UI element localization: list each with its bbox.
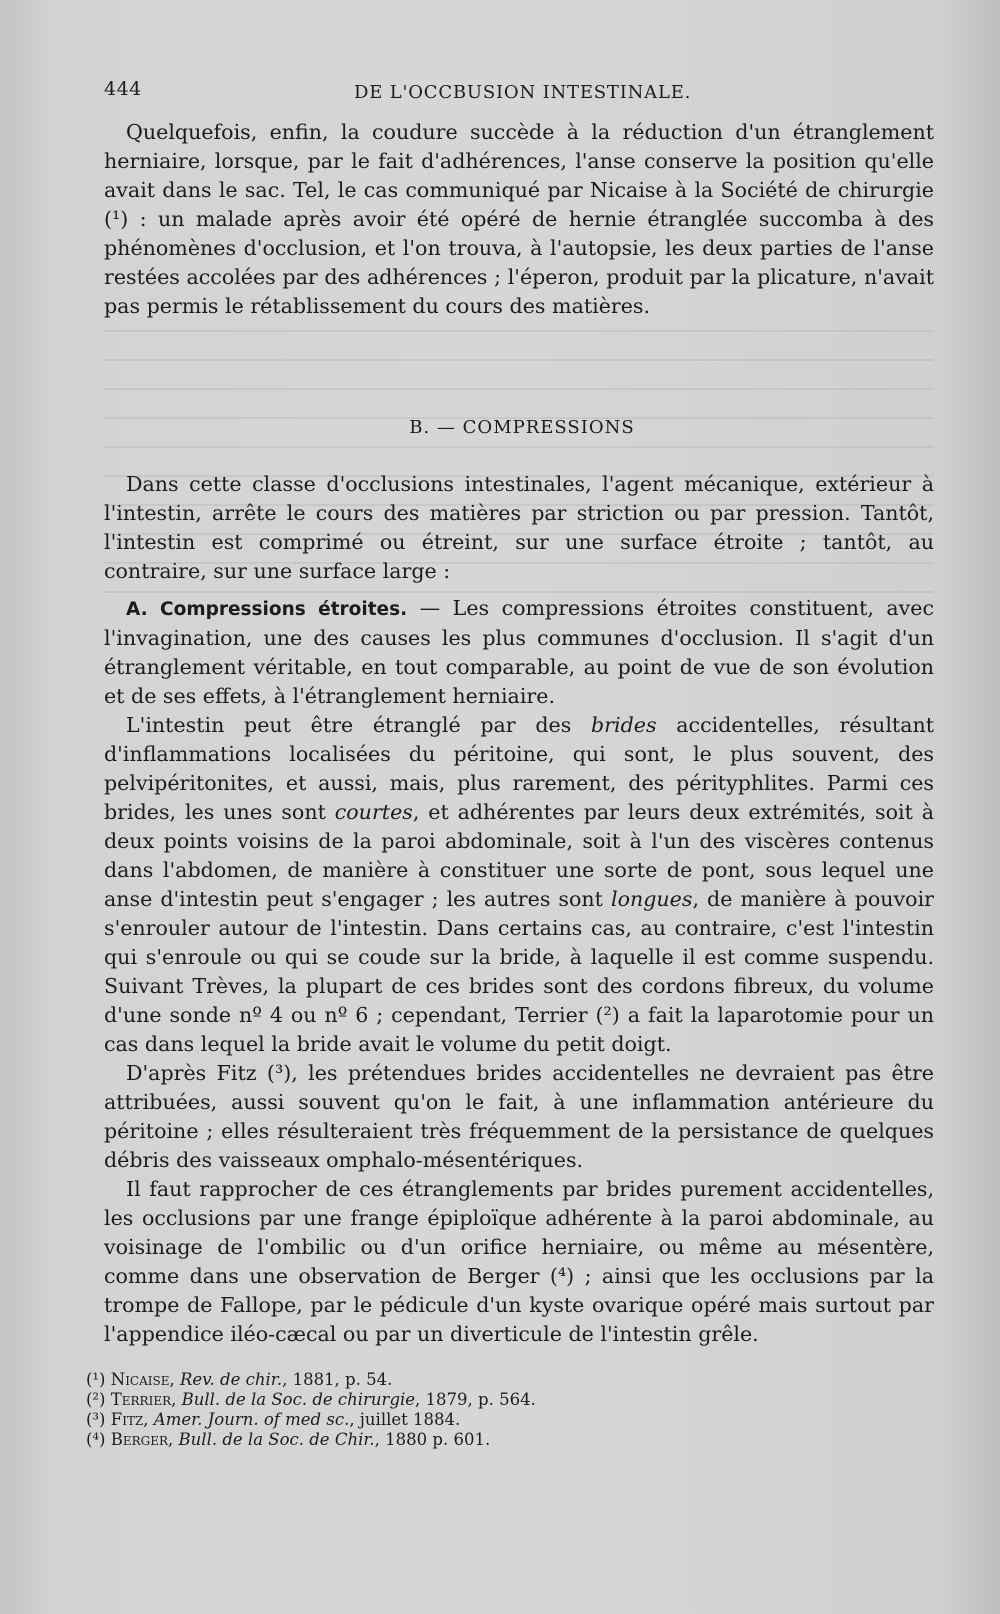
footnotes <box>86 1370 800 1450</box>
page-number: 444 <box>104 78 142 100</box>
footnote-author: Terrier, <box>110 1390 177 1409</box>
text-run: L'intestin peut être étranglé par des <box>126 713 591 737</box>
paragraph-compressions-etroites <box>104 594 934 711</box>
footnote-ref: Bull. de la Soc. de Chir. <box>178 1430 375 1449</box>
paragraph-compressions-intro: Dans cette classe d'occlusions intestinales, l'agent mécanique, extérieur à l'intestin, arrête le cours des matières par striction ou par pression. Tantôt, l'intestin est comprimé ou étreint, sur une surface étroite ; tantôt, au contraire, sur une surface large : <box>104 472 934 583</box>
footnote-mark: (²) <box>86 1390 106 1409</box>
paragraph-text: — Les compressions étroites constituent, avec l'invagination, une des causes les plus communes d'occlusion. Il s'agit d'un étranglement véritable, en tout comparable, au point de vue de son évolution et de ses effets, à l'étranglement herniaire. <box>104 596 934 708</box>
footnote-author: Nicaise, <box>110 1370 175 1389</box>
footnote-mark: (³) <box>86 1410 106 1429</box>
paragraph-frange: Il faut rapprocher de ces étranglements par brides purement accidentelles, les occlusions par une frange épiploïque adhérente à la paroi abdominale, au voisinage de l'ombilic ou d'un orifice herniaire, ou même au mésentère, comme dans une observation de Berger (⁴) ; ainsi que les occlusions par la trompe de Fallope, par le pédicule d'un kyste ovarique opéré mais surtout par l'appendice iléo-cæcal ou par un diverticule de l'intestin grêle. <box>104 1177 934 1346</box>
text-run: , de manière à pouvoir s'enrouler autour de l'intestin. Dans certains cas, au contraire, c'est l'intestin qui s'enroule ou qui se coude sur la bride, à laquelle il est comme suspendu. Suivant Trèves, la plupart de ces brides sont des cordons fibreux, du volume d'une sonde nº 4 ou nº 6 ; cependant, Terrier (²) a fait la laparotomie pour un cas dans lequel la bride avait le volume du petit doigt. <box>104 887 934 1056</box>
footnote-ref: Rev. de chir. <box>180 1370 283 1389</box>
footnote <box>86 1390 800 1410</box>
footnote-mark: (¹) <box>86 1370 106 1389</box>
spacer <box>104 586 934 594</box>
section-title: B. — COMPRESSIONS <box>409 417 635 438</box>
italic-term: brides <box>591 713 657 737</box>
footnote-author: Berger, <box>110 1430 174 1449</box>
footnote-ref: Amer. Journ. of med sc. <box>153 1410 350 1429</box>
paragraph-fitz: D'après Fitz (³), les prétendues brides accidentelles ne devraient pas être attribuées, aussi souvent qu'on le fait, à une inflammation antérieure du péritoine ; elles résulteraient très fréquemment de la persistance de quelques débris des vaisseaux omphalo-mésentériques. <box>104 1061 934 1172</box>
body-text <box>104 118 934 1349</box>
footnote <box>86 1370 800 1390</box>
paragraph-coudure: Quelquefois, enfin, la coudure succède à la réduction d'un étranglement herniaire, lorsque, par le fait d'adhérences, l'anse conserve la position qu'elle avait dans le sac. Tel, le cas communiqué par Nicaise à la Société de chirurgie (¹) : un malade après avoir été opéré de hernie étranglée succomba à des phénomènes d'occlusion, et l'on trouva, à l'autopsie, les deux parties de l'anse restées accolées par des adhérences ; l'éperon, produit par la plicature, n'avait pas permis le rétablissement du cours des matières. <box>104 120 934 318</box>
footnote-ref: Bull. de la Soc. de chirurgie <box>181 1390 416 1409</box>
footnote-author: Fitz, <box>110 1410 149 1429</box>
footnote <box>86 1430 800 1450</box>
text-run: accidentelles, résultant d'inflammations localisées du péritoine, qui sont, le plus souvent, des pelvipéritonites, et aussi, mais, plus rarement, des pérityphlites. Parmi ces brides, les unes sont <box>104 713 935 824</box>
italic-term: courtes <box>334 800 413 824</box>
text-run: , et adhérentes par leurs deux extrémités, soit à deux points voisins de la paroi abdominale, soit à l'un des viscères contenus dans l'abdomen, de manière à constituer une sorte de pont, sous lequel une anse d'intestin peut s'engager ; les autres sont <box>104 800 934 911</box>
page-header <box>104 78 938 108</box>
paragraph-brides <box>104 711 934 1059</box>
subsection-heading: A. Compressions étroites. <box>126 599 408 620</box>
footnote-rest: , 1879, p. 564. <box>415 1390 536 1409</box>
footnote-rest: , 1880 p. 601. <box>374 1430 491 1449</box>
footnote <box>86 1410 800 1430</box>
running-head: DE L'OCCBUSION INTESTINALE. <box>354 82 692 103</box>
footnote-mark: (⁴) <box>86 1430 106 1449</box>
footnote-rest: , 1881, p. 54. <box>282 1370 393 1389</box>
italic-term: longues <box>610 887 693 911</box>
footnote-rest: , juillet 1884. <box>349 1410 461 1429</box>
